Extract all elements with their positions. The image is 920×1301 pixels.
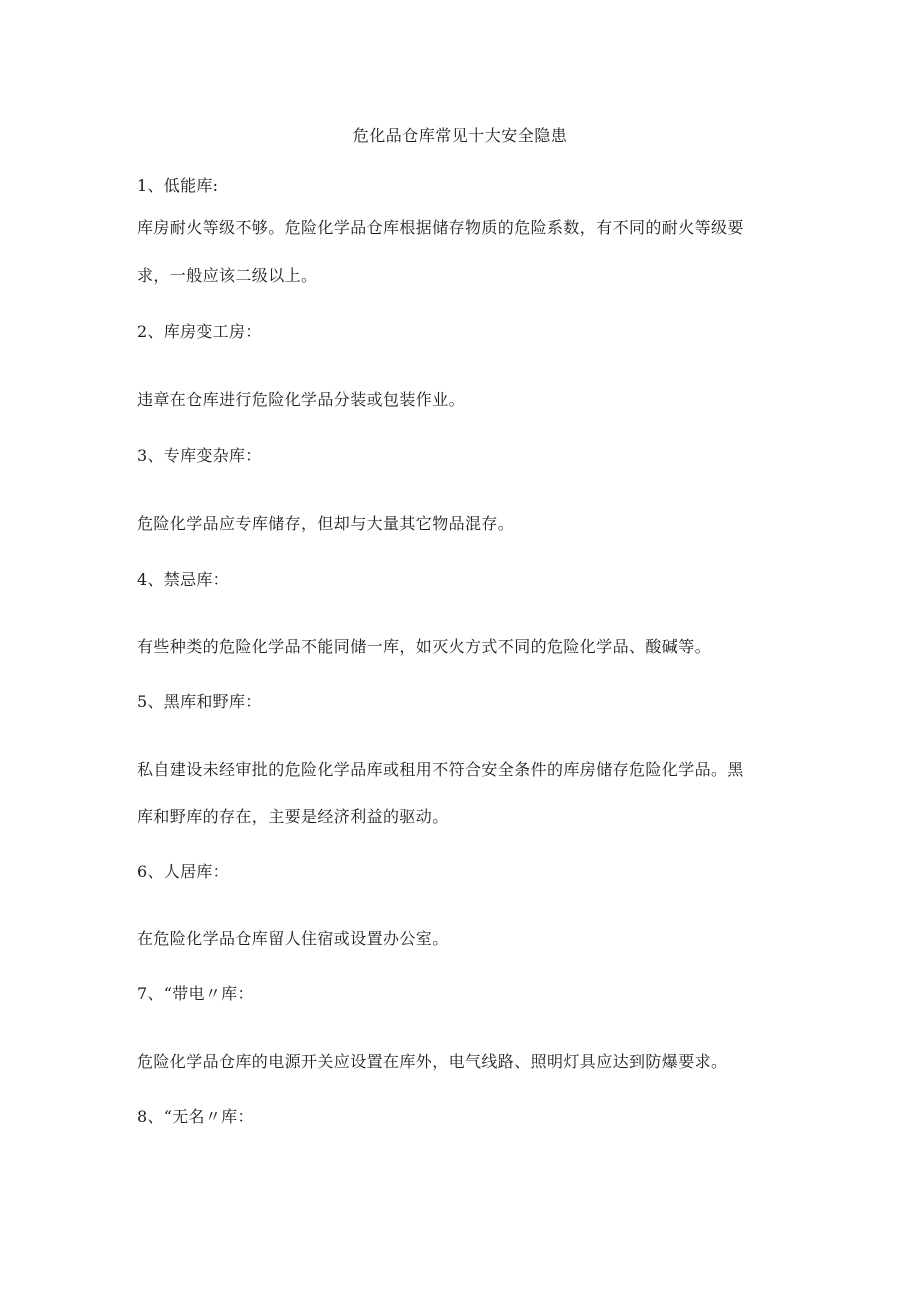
section-4-text-line-1: 有些种类的危险化学品不能同储一库，如灭火方式不同的危险化学品、酸碱等。 bbox=[137, 637, 712, 656]
section-2-text-line-1: 违章在仓库进行危险化学品分装或包装作业。 bbox=[137, 390, 466, 409]
section-7-heading: 7、“带电〃库： bbox=[137, 984, 254, 1003]
section-4-heading: 4、禁忌库： bbox=[137, 570, 229, 589]
section-7-text-line-1: 危险化学品仓库的电源开关应设置在库外，电气线路、照明灯具应达到防爆要求。 bbox=[137, 1052, 728, 1071]
section-1-text-line-1: 库房耐火等级不够。危险化学品仓库根据储存物质的危险系数，有不同的耐火等级要 bbox=[137, 218, 744, 237]
section-5-heading: 5、黑库和野库： bbox=[137, 692, 262, 711]
section-8-heading: 8、“无名〃库： bbox=[137, 1107, 254, 1126]
section-3-heading: 3、专库变杂库： bbox=[137, 446, 262, 465]
section-3-text-line-1: 危险化学品应专库储存，但却与大量其它物品混存。 bbox=[137, 514, 515, 533]
section-5-text-line-1: 私自建设未经审批的危险化学品库或租用不符合安全条件的库房储存危险化学品。黑 bbox=[137, 760, 744, 779]
section-6-text-line-1: 在危险化学品仓库留人住宿或设置办公室。 bbox=[137, 929, 449, 948]
section-1-text-line-2: 求，一般应该二级以上。 bbox=[137, 266, 318, 285]
document-title: 危化品仓库常见十大安全隐患 bbox=[352, 126, 568, 145]
section-6-heading: 6、人居库： bbox=[137, 862, 229, 881]
section-5-text-line-2: 库和野库的存在，主要是经济利益的驱动。 bbox=[137, 807, 449, 826]
section-1-heading: 1、低能库: bbox=[137, 176, 219, 195]
section-2-heading: 2、库房变工房： bbox=[137, 322, 262, 341]
